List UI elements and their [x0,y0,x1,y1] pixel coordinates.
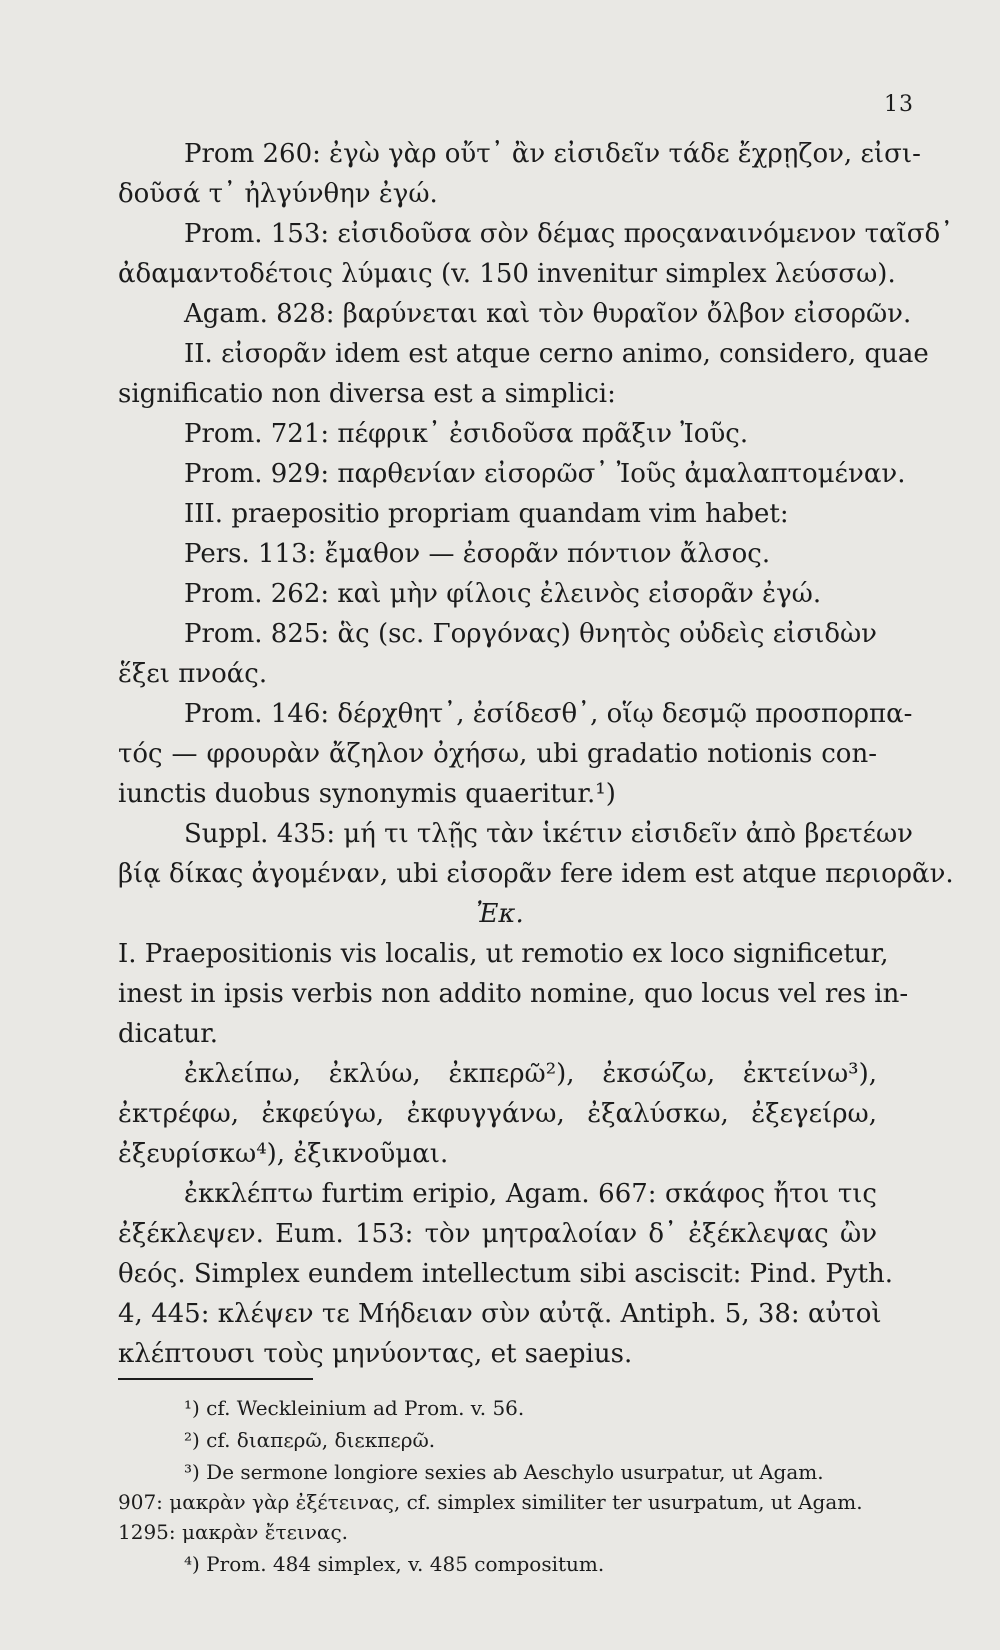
text-line: κλέπτουσι τοὺς μηνύοντας, et saepius. [118,1339,633,1369]
text-line: Prom. 825: ἃς (sc. Γοργόνας) θνητὸς οὐδεὶς εἰσιδὼν [184,619,877,649]
text-line: θεός. Simplex eundem intellectum sibi asciscit: Pind. Pyth. [118,1259,893,1289]
section-heading: Ἐκ. [476,899,524,929]
text-line: III. praepositio propriam quandam vim habet: [184,499,789,529]
text-line: δοῦσά τ᾽ ἠλγύνθην ἐγώ. [118,179,438,209]
text-line: Pers. 113: ἔμαθον — ἐσορᾶν πόντιον ἄλσος. [184,539,771,569]
text-line: Prom 260: ἐγὼ γὰρ οὔτ᾽ ἂν εἰσιδεῖν τάδε ἔχρῃζον, εἰσι- [184,139,921,169]
text-line: ἐκτρέφω, ἐκφεύγω, ἐκφυγγάνω, ἐξαλύσκω, ἐξεγείρω, [118,1099,877,1129]
text-line: Prom. 262: καὶ μὴν φίλοις ἐλεινὸς εἰσορᾶν ἐγώ. [184,579,822,609]
footnote: ²) cf. διαπερῶ, διεκπερῶ. [184,1428,436,1452]
footnote: ⁴) Prom. 484 simplex, v. 485 compositum. [184,1552,605,1576]
text-line: II. εἰσορᾶν idem est atque cerno animo, considero, quae [184,339,929,369]
text-line: ἕξει πνοάς. [118,659,268,689]
text-line: dicatur. [118,1019,219,1049]
text-line: inest in ipsis verbis non addito nomine, quo locus vel res in- [118,979,909,1009]
text-line: Agam. 828: βαρύνεται καὶ τὸν θυραῖον ὄλβον εἰσορῶν. [184,299,912,329]
footnote: ¹) cf. Weckleinium ad Prom. v. 56. [184,1396,525,1420]
text-line: Suppl. 435: μή τι τλῇς τὰν ἱκέτιν εἰσιδεῖν ἀπὸ βρετέων [184,819,913,849]
text-line: Prom. 146: δέρχθητ᾽, ἐσίδεσθ᾽, οἵῳ δεσμῷ προσπορπα- [184,699,913,729]
footnote: 907: μακρὰν γὰρ ἐξέτεινας, cf. simplex similiter ter usurpatum, ut Agam. [118,1490,863,1514]
text-line: βίᾳ δίκας ἀγομέναν, ubi εἰσορᾶν fere idem est atque περιορᾶν. [118,859,954,889]
text-line: Prom. 929: παρθενίαν εἰσορῶσ᾽ Ἰοῦς ἀμαλαπτομέναν. [184,459,906,489]
page-number: 13 [884,92,914,117]
footnote-rule [118,1378,313,1380]
text-line: I. Praepositionis vis localis, ut remotio ex loco significetur, [118,939,889,969]
text-line: ἐξέκλεψεν. Eum. 153: τὸν μητραλοίαν δ᾽ ἐξέκλεψας ὢν [118,1219,877,1249]
text-line: ἐκκλέπτω furtim eripio, Agam. 667: σκάφος ἤτοι τις [184,1179,877,1209]
text-line: ἀδαμαντοδέτοις λύμαις (v. 150 invenitur simplex λεύσσω). [118,259,896,289]
footnote: ³) De sermone longiore sexies ab Aeschylo usurpatur, ut Agam. [184,1460,824,1484]
text-line: τός — φρουρὰν ἄζηλον ὀχήσω, ubi gradatio notionis con- [118,739,877,769]
text-line: iunctis duobus synonymis quaeritur.¹) [118,779,616,809]
text-line: ἐξευρίσκω⁴), ἐξικνοῦμαι. [118,1139,449,1169]
text-line: 4, 445: κλέψεν τε Μήδειαν σὺν αὐτᾷ. Antiph. 5, 38: αὐτοὶ [118,1299,882,1329]
footnote: 1295: μακρὰν ἔτεινας. [118,1520,348,1544]
text-line: Prom. 153: εἰσιδοῦσα σὸν δέμας προςαναινόμενον ταῖσδ᾽ [184,219,954,249]
text-line: ἐκλείπω, ἐκλύω, ἐκπερῶ²), ἐκσώζω, ἐκτείνω³), [184,1059,877,1089]
text-line: significatio non diversa est a simplici: [118,379,616,409]
text-line: Prom. 721: πέφρικ᾽ ἐσιδοῦσα πρᾶξιν Ἰοῦς. [184,419,749,449]
